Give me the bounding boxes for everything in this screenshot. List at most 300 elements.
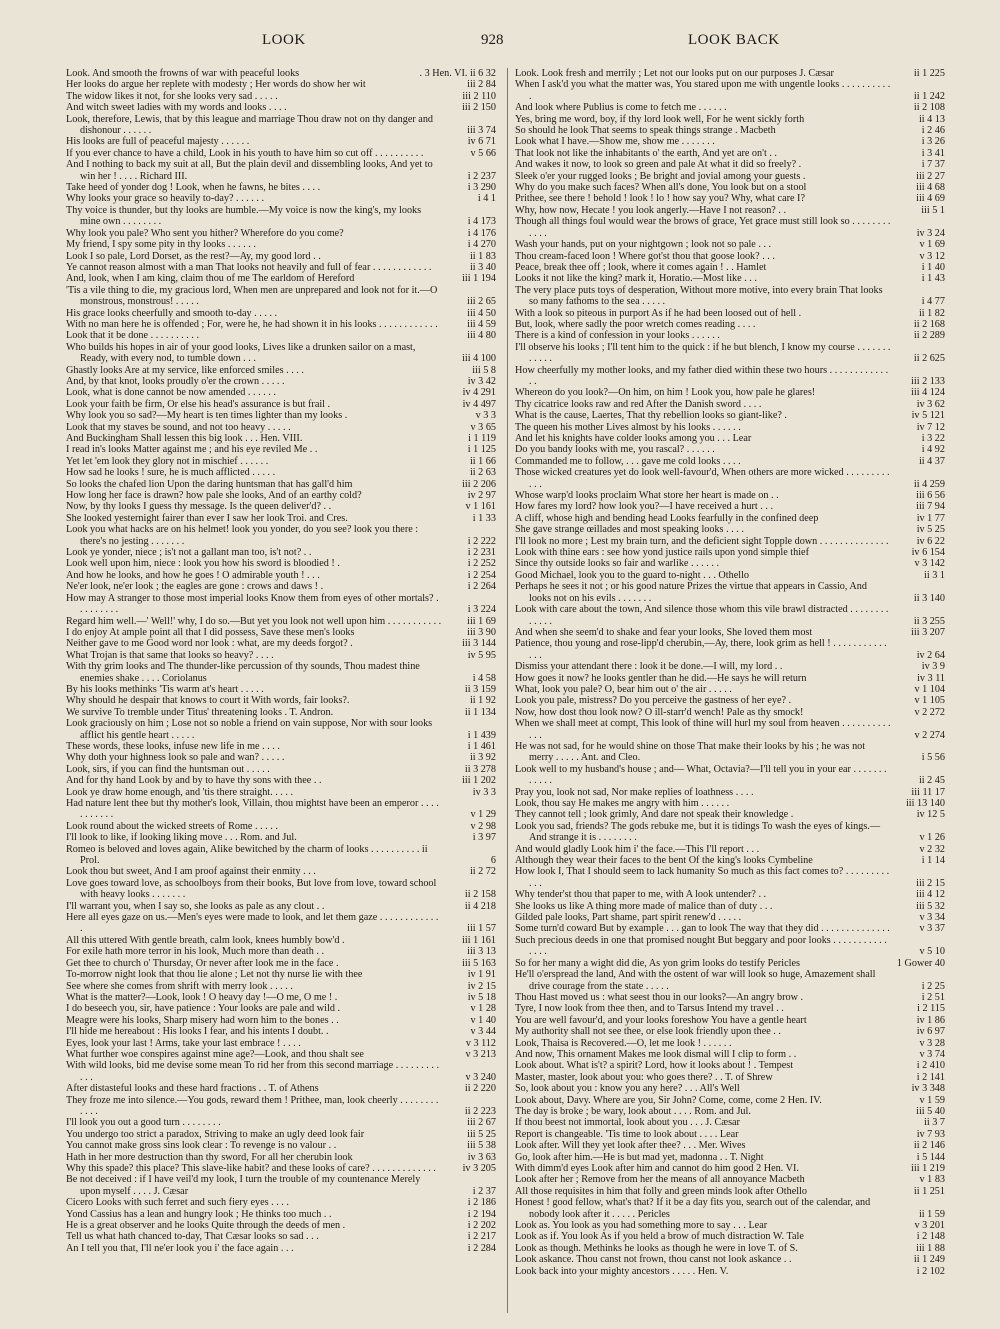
quotation-text: Take heed of yonder dog ! Look, when he fawns, he bites . . . .: [66, 182, 321, 194]
quotation-text: Who builds his hopes in air of your good looks, Lives like a drunken sailor on a mast, Ready, with every nod, to tumble down . . .: [66, 341, 416, 365]
concordance-entry: [66, 1095, 496, 1118]
quotation-text: Now, by thy looks I guess thy message. Is the queen deliver'd? . .: [66, 501, 332, 513]
reference: i 2 115: [917, 1003, 945, 1015]
concordance-entry: [66, 981, 496, 992]
reference: iv 5 18: [467, 991, 496, 1003]
reference: iv 5 95: [467, 649, 496, 661]
quotation-text: I do enjoy At ample point all that I did possess, Save these men's looks: [66, 626, 355, 638]
concordance-entry: [515, 684, 945, 695]
quotation-text: How may A stranger to those most imperial looks Know them from eyes of other mortals? . . . . . . . . .: [66, 592, 439, 616]
quotation-text: I do beseech you, sir, have patience : Your looks are pale and wild .: [66, 1003, 341, 1015]
reference: i 4 92: [921, 444, 945, 456]
reference: ii 3 7: [924, 1117, 945, 1129]
concordance-entry: [66, 741, 496, 752]
quotation-text: That look not like the inhabitants o' the earth, And yet are on't . .: [515, 147, 777, 159]
concordance-entry: [66, 581, 496, 592]
quotation-text: Yond Cassius has a lean and hungry look ; He thinks too much . .: [66, 1208, 332, 1220]
reference: i 2 222: [467, 535, 496, 547]
quotation-text: What is the matter?—Look, look ! O heavy day !—O me, O me ! .: [66, 991, 338, 1003]
concordance-entry: [66, 627, 496, 638]
concordance-entry: [515, 787, 945, 798]
quotation-text: Look I so pale, Lord Dorset, as the rest?—Ay, my good lord . .: [66, 250, 321, 262]
reference: ii 4 37: [918, 455, 945, 467]
concordance-entry: [66, 136, 496, 147]
quotation-text: Why look you pale? Who sent you hither? Wherefore do you come?: [66, 227, 344, 239]
quotation-text: Look you sad, friends? The gods rebuke me, but it is tidings To wash the eyes of kings.—And strange it is . . . . . . . .: [515, 820, 881, 844]
concordance-entry: [515, 444, 945, 455]
reference: iii 7 94: [916, 501, 945, 513]
concordance-entry: [66, 1140, 496, 1151]
reference: i 2 141: [916, 1071, 945, 1083]
right-running-head: LOOK BACK: [688, 32, 780, 48]
quotation-text: I read in's looks Matter against me ; and his eye reviled Me . .: [66, 444, 318, 456]
reference: iii 3 90: [467, 626, 496, 638]
concordance-entry: [66, 946, 496, 957]
reference: ii 2 289: [913, 330, 945, 342]
concordance-entry: [66, 479, 496, 490]
reference: ii 1 92: [469, 695, 496, 707]
quotation-text: What Trojan is that same that looks so heavy? . . . .: [66, 649, 274, 661]
reference: ii 3 140: [913, 592, 945, 604]
quotation-text: They froze me into silence.—You gods, reward them ! Prithee, man, look cheerly . . . . . . . . . . . .: [66, 1094, 439, 1117]
quotation-text: Romeo is beloved and loves again, Alike bewitched by the charm of looks . . . . . . . . . . ii Prol.: [66, 843, 428, 867]
quotation-text: Thy voice is thunder, but thy looks are humble.—My voice is now the king's, my looks mine own . . . . . . . .: [66, 204, 422, 228]
reference: iii 1 202: [462, 775, 496, 787]
reference: i 3 224: [467, 604, 496, 616]
reference: i 4 58: [472, 672, 496, 684]
quotation-text: I'll warrant you, when I say so, she looks as pale as any clout . .: [66, 900, 325, 912]
reference: v 2 274: [914, 729, 945, 741]
reference: iii 2 110: [462, 90, 496, 102]
concordance-entry: [515, 205, 945, 216]
reference: i 4 77: [921, 296, 945, 308]
quotation-text: Ye cannot reason almost with a man That looks not heavily and full of fear . . . . . . . . . . . .: [66, 261, 432, 273]
concordance-entry: [66, 1197, 496, 1208]
quotation-text: Looks it not like the king? mark it, Horatio.—Most like . . .: [515, 273, 757, 285]
reference: ii 2 63: [469, 467, 496, 479]
reference: ii 2 72: [469, 866, 496, 878]
reference: iv 2 64: [916, 649, 945, 661]
quotation-text: Good Michael, look you to the guard to-night . . . Othello: [515, 569, 749, 581]
reference: iv 7 93: [916, 1128, 945, 1140]
concordance-entry: [515, 79, 945, 102]
concordance-entry: [66, 387, 496, 398]
reference: v 1 105: [914, 695, 945, 707]
quotation-text: How look I, That I should seem to lack humanity So much as this fact comes to? . . . . . . . . . . . .: [515, 866, 890, 889]
quotation-text: He'll o'erspread the land, And with the ostent of war will look so huge, Amazement shall drive courage from the state . . . . .: [515, 969, 876, 992]
quotation-text: How fares my lord? how look you?—I have received a hurt . . .: [515, 501, 774, 513]
quotation-text: The queen his mother Lives almost by his looks . . . . . .: [515, 421, 741, 433]
quotation-text: Look after. Will they yet look after thee? . . . Mer. Wives: [515, 1140, 746, 1152]
concordance-entry: [66, 775, 496, 786]
concordance-entry: [66, 467, 496, 478]
quotation-text: Look. Look fresh and merrily ; Let not our looks put on our purposes J. Cæsar: [515, 68, 834, 79]
concordance-entry: [515, 1163, 945, 1174]
quotation-text: How cheerfully my mother looks, and my father died within these two hours . . . . . . . . . . . . . .: [515, 364, 889, 387]
concordance-entry: [515, 239, 945, 250]
quotation-text: And I nothing to back my suit at all, But the plain devil and dissembling looks, And yet to win her ! . . . . Richard III.: [66, 159, 433, 182]
quotation-text: To-morrow night look that thou lie alone ; Let not thy nurse lie with thee: [66, 969, 363, 981]
quotation-text: Those wicked creatures yet do look well-favour'd, When others are more wicked . . . . . . . . . . . .: [515, 467, 890, 490]
reference: ii 1 134: [464, 706, 496, 718]
reference: iii 2 67: [467, 1117, 496, 1129]
quotation-text: And witch sweet ladies with my words and looks . . . .: [66, 102, 287, 114]
concordance-entry: [66, 616, 496, 627]
quotation-text: Here all eyes gaze on us.—Men's eyes were made to look, and let them gaze . . . . . . . . . . . . .: [66, 912, 439, 935]
concordance-entry: [66, 1083, 496, 1094]
reference: ii 1 66: [469, 455, 496, 467]
concordance-entry: [66, 832, 496, 843]
concordance-entry: [66, 524, 496, 547]
quotation-text: And wakes it now, to look so green and pale At what it did so freely? .: [515, 159, 802, 171]
reference: i 3 41: [921, 147, 945, 159]
reference: ii 1 242: [913, 90, 945, 102]
quotation-text: His looks are full of peaceful majesty . . . . . .: [66, 136, 250, 148]
concordance-entry: [515, 456, 945, 467]
concordance-entry: [66, 1163, 496, 1174]
quotation-text: Why tender'st thou that paper to me, with A look untender? . .: [515, 889, 767, 901]
reference: ii 3 278: [464, 763, 496, 775]
quotation-text: And how he looks, and how he goes ! O admirable youth ! . . .: [66, 569, 320, 581]
reference: v 2 272: [914, 706, 945, 718]
reference: iii 3 13: [467, 946, 496, 958]
concordance-entry: [515, 718, 945, 741]
quotation-text: Do you bandy looks with me, you rascal? . . . . . .: [515, 444, 715, 456]
quotation-text: Had nature lent thee but thy mother's look, Villain, thou mightst have been an emperor . . . . . . . . . . .: [66, 798, 439, 821]
concordance-entry: [515, 1060, 945, 1071]
reference: ii 2 625: [913, 353, 945, 365]
reference: v 3 240: [465, 1071, 496, 1083]
concordance-entry: [515, 764, 945, 787]
reference: iv 3 348: [911, 1083, 945, 1095]
reference: i 4 270: [467, 239, 496, 251]
concordance-entry: [515, 923, 945, 934]
reference: i 2 252: [467, 558, 496, 570]
concordance-entry: [66, 935, 496, 946]
concordance-entry: [66, 114, 496, 137]
right-column: [515, 68, 945, 1277]
quotation-text: Though all things foul would wear the brows of grace, Yet grace must still look so . . . . . . . . . . . .: [515, 216, 891, 239]
concordance-entry: [515, 125, 945, 136]
quotation-text: Look well to my husband's house ; and— What, Octavia?—I'll tell you in your ear . . . . . . . . . . . .: [515, 763, 887, 787]
reference: i 5 144: [916, 1151, 945, 1163]
reference: ii 1 59: [918, 1208, 945, 1220]
concordance-entry: [66, 1015, 496, 1026]
reference: iii 2 65: [467, 296, 496, 308]
concordance-entry: [66, 1117, 496, 1128]
quotation-text: He was not sad, for he would shine on those That make their looks by his ; he was not merry . . . . . Ant. and Cleo.: [515, 740, 866, 764]
reference: i 1 461: [467, 740, 496, 752]
concordance-entry: [66, 570, 496, 581]
quotation-text: Go, look after him.—He is but mad yet, madonna . . T. Night: [515, 1151, 764, 1163]
concordance-entry: [66, 239, 496, 250]
quotation-text: Why should he despair that knows to court it With words, fair looks?.: [66, 695, 350, 707]
reference: v 1 104: [914, 683, 945, 695]
quotation-text: I'll observe his looks ; I'll tent him to the quick : if he but blench, I know my course . . . . . . . . . . . .: [515, 341, 891, 365]
quotation-text: Look thou but sweet, And I am proof against their enmity . . .: [66, 866, 316, 878]
concordance-entry: [66, 821, 496, 832]
quotation-text: I'll look you out a good turn . . . . . . . .: [66, 1117, 221, 1129]
quotation-text: Look, what is done cannot be now amended . . . . . .: [66, 387, 276, 399]
concordance-entry: [66, 490, 496, 501]
quotation-text: Why do you make such faces? When all's done, You look but on a stool: [515, 182, 807, 194]
concordance-entry: [515, 193, 945, 204]
reference: i 7 37: [921, 159, 945, 171]
concordance-entry: [515, 935, 945, 958]
concordance-entry: [515, 399, 945, 410]
concordance-entry: [66, 456, 496, 467]
reference: ii 3 40: [469, 261, 496, 273]
reference: v 5 66: [470, 147, 496, 159]
reference: iv 4 497: [462, 398, 496, 410]
reference: i 2 186: [467, 1197, 496, 1209]
concordance-entry: [515, 68, 945, 79]
reference: v 3 65: [470, 421, 496, 433]
reference: . 3 Hen. VI. ii 6 32: [419, 68, 496, 79]
quotation-text: Thou cream-faced loon ! Where got'st thou that goose look? . . .: [515, 250, 775, 262]
concordance-entry: [66, 102, 496, 113]
concordance-entry: [515, 273, 945, 284]
reference: v 1 83: [919, 1174, 945, 1186]
concordance-entry: [515, 1254, 945, 1265]
concordance-entry: [515, 342, 945, 365]
reference: ii 1 83: [469, 250, 496, 262]
concordance-entry: [515, 741, 945, 764]
quotation-text: Meagre were his looks, Sharp misery had worn him to the bones . .: [66, 1014, 339, 1026]
reference: iv 6 22: [916, 535, 945, 547]
concordance-entry: [515, 1049, 945, 1060]
quotation-text: Look, therefore, Lewis, that by this league and marriage Thou draw not on thy danger and dishonour . . . . . .: [66, 113, 434, 137]
reference: iii 5 38: [467, 1140, 496, 1152]
concordance-entry: [515, 1129, 945, 1140]
concordance-entry: [66, 901, 496, 912]
concordance-entry: [515, 581, 945, 604]
quotation-text: Since thy outside looks so fair and warlike . . . . . .: [515, 558, 719, 570]
concordance-entry: [515, 1140, 945, 1151]
reference: i 2 37: [472, 1185, 496, 1197]
quotation-text: The widow likes it not, for she looks very sad . . . . .: [66, 90, 278, 102]
concordance-entry: [66, 91, 496, 102]
reference: i 2 284: [467, 1242, 496, 1254]
reference: i 2 51: [921, 991, 945, 1003]
reference: iii 5 1: [921, 204, 945, 216]
quotation-text: So, look about you : know you any here? . . . All's Well: [515, 1083, 740, 1095]
reference: v 1 29: [470, 809, 496, 821]
concordance-entry: [66, 787, 496, 798]
concordance-entry: [66, 1129, 496, 1140]
quotation-text: I'll hide me hereabout : His looks I fear, and his intents I doubt. .: [66, 1026, 329, 1038]
concordance-entry: [66, 1026, 496, 1037]
concordance-entry: [515, 262, 945, 273]
quotation-text: Look you what hacks are on his helmet! look you yonder, do you see? look you there : there's no jesting . . . . . . .: [66, 524, 419, 547]
quotation-text: Yet let 'em look they glory not in mischief . . . . . .: [66, 455, 269, 467]
quotation-text: Why this spade? this place? This slave-like habit? and these looks of care? . . . . . . . . . . . . .: [66, 1163, 436, 1174]
quotation-text: And, look, when I am king, claim thou of me The earldom of Hereford: [66, 273, 355, 285]
reference: iii 3 144: [462, 638, 496, 650]
quotation-text: By his looks methinks 'Tis warm at's heart . . . . .: [66, 683, 264, 695]
reference: iii 4 100: [462, 353, 496, 365]
reference: 1 Gower 40: [896, 957, 945, 969]
concordance-entry: [515, 1266, 945, 1277]
reference: v 3 3: [475, 410, 496, 422]
concordance-entry: [66, 661, 496, 684]
reference: i 2 264: [467, 581, 496, 593]
reference: iii 5 25: [467, 1128, 496, 1140]
quotation-text: Look with care about the town, And silence those whom this vile brawl distracted . . . . . . . . . . . . .: [515, 604, 889, 627]
quotation-text: What further woe conspires against mine age?—Look, and thou shalt see: [66, 1048, 364, 1060]
reference: i 2 217: [467, 1231, 496, 1243]
reference: i 2 254: [467, 569, 496, 581]
reference: iv 3 205: [462, 1163, 496, 1174]
reference: ii 3 159: [464, 683, 496, 695]
quotation-text: Look well upon him, niece : look you how his sword is bloodied ! .: [66, 558, 340, 570]
concordance-entry: [66, 1174, 496, 1197]
quotation-text: How goes it now? he looks gentler than he did.—He says he will return: [515, 672, 807, 684]
concordance-entry: [515, 1072, 945, 1083]
concordance-entry: [66, 319, 496, 330]
quotation-text: Yes, bring me word, boy, if thy lord look well, For he went sickly forth: [515, 113, 805, 125]
concordance-entry: [515, 1243, 945, 1254]
concordance-entry: [515, 330, 945, 341]
quotation-text: Ghastly looks Are at my service, like enforced smiles . . . .: [66, 364, 304, 376]
concordance-entry: [515, 1117, 945, 1128]
reference: v 1 28: [470, 1003, 496, 1015]
quotation-text: Look ye draw home enough, and 'tis there straight. . . . .: [66, 786, 294, 798]
concordance-entry: [515, 467, 945, 490]
quotation-text: My friend, I spy some pity in thy looks . . . . . .: [66, 239, 256, 251]
concordance-entry: [66, 273, 496, 284]
reference: iii 1 57: [467, 923, 496, 935]
concordance-entry: [515, 889, 945, 900]
concordance-entry: [515, 308, 945, 319]
reference: 6: [490, 855, 496, 867]
concordance-entry: [515, 992, 945, 1003]
reference: iv 4 291: [462, 387, 496, 399]
concordance-entry: [515, 1220, 945, 1231]
reference: v 3 12: [919, 250, 945, 262]
concordance-entry: [515, 136, 945, 147]
quotation-text: Look that it be done . . . . . . . . . .: [66, 330, 199, 342]
quotation-text: Wash your hands, put on your nightgown ; look not so pale . . .: [515, 239, 772, 251]
reference: i 3 22: [921, 433, 945, 444]
quotation-text: Look as if. You look As if you held a brow of much distraction W. Tale: [515, 1231, 804, 1243]
reference: i 2 231: [467, 547, 496, 559]
quotation-text: Commanded me to follow, . . . gave me cold looks . . . .: [515, 455, 741, 467]
quotation-text: Report is changeable. 'Tis time to look about . . . . Lear: [515, 1128, 739, 1140]
quotation-text: Eyes, look your last ! Arms, take your last embrace ! . . . .: [66, 1037, 301, 1049]
quotation-text: Look. And smooth the frowns of war with peaceful looks: [66, 68, 300, 79]
concordance-entry: [515, 1174, 945, 1185]
concordance-entry: [515, 570, 945, 581]
quotation-text: Master, master, look about you: who goes there? . . T. of Shrew: [515, 1071, 773, 1083]
quotation-text: You undergo too strict a paradox, Striving to make an ugly deed look fair: [66, 1128, 365, 1140]
concordance-entry: [66, 251, 496, 262]
reference: iii 6 56: [916, 490, 945, 502]
left-running-head: LOOK: [262, 32, 306, 48]
reference: i 1 119: [468, 433, 496, 444]
reference: i 1 439: [467, 729, 496, 741]
concordance-entry: [515, 1038, 945, 1049]
concordance-entry: [515, 821, 945, 844]
quotation-text: Be not deceived : if I have veil'd my look, I turn the trouble of my countenance Merely upon myself . . . . J. Cæsar: [66, 1174, 421, 1197]
page-number: 928: [481, 32, 504, 48]
quotation-text: Hath in her more destruction than thy sword, For all her cherubin look: [66, 1151, 353, 1163]
concordance-entry: [66, 707, 496, 718]
reference: iii 4 12: [916, 889, 945, 901]
reference: i 4 173: [467, 216, 496, 228]
quotation-text: Perhaps he sees it not ; or his good nature Prizes the virtue that appears in Cassio, And looks not on his evils . . . . . . .: [515, 581, 867, 604]
quotation-text: Sleek o'er your rugged looks ; Be bright and jovial among your guests .: [515, 170, 806, 182]
concordance-entry: [515, 1152, 945, 1163]
concordance-entry: [515, 433, 945, 444]
concordance-entry: [515, 410, 945, 421]
quotation-text: Ne'er look, ne'er look ; the eagles are gone : crows and daws ! .: [66, 581, 324, 593]
quotation-text: She gave strange œillades and most speaking looks . . . .: [515, 524, 744, 536]
reference: i 2 194: [467, 1208, 496, 1220]
concordance-entry: [66, 148, 496, 159]
concordance-entry: [515, 216, 945, 239]
reference: i 2 202: [467, 1220, 496, 1232]
quotation-text: Look you pale, mistress? Do you perceive the gastness of her eye? .: [515, 695, 792, 707]
reference: iii 1 88: [916, 1242, 945, 1254]
quotation-text: Thou Hast moved us : what seest thou in our looks?—An angry brow .: [515, 991, 804, 1003]
reference: iii 1 194: [462, 273, 496, 285]
quotation-text: The day is broke ; be wary, look about . . . . Rom. and Jul.: [515, 1105, 751, 1117]
reference: iii 4 50: [467, 307, 496, 319]
concordance-entry: [515, 102, 945, 113]
concordance-entry: [66, 433, 496, 444]
reference: iv 5 121: [911, 410, 945, 422]
concordance-entry: [66, 764, 496, 775]
quotation-text: What, look you pale? O, bear him out o' the air . . . . .: [515, 683, 732, 695]
concordance-entry: [66, 958, 496, 969]
column-divider: [507, 68, 508, 1313]
quotation-text: Regard him well.—' Well!' why, I do so.—But yet you look not well upon him . . . . . . . . . . .: [66, 615, 442, 627]
quotation-text: My authority shall not see thee, or else look friendly upon thee . .: [515, 1026, 781, 1038]
concordance-entry: [515, 638, 945, 661]
quotation-text: Look what I have.—Show me, show me . . . . . . .: [515, 136, 715, 148]
reference: v 3 37: [919, 923, 945, 935]
quotation-text: Look about. What is't? a spirit? Lord, how it looks about ! . Tempest: [515, 1060, 794, 1072]
concordance-entry: [515, 501, 945, 512]
concordance-entry: [515, 855, 945, 866]
reference: v 3 74: [919, 1048, 945, 1060]
concordance-entry: [66, 969, 496, 980]
concordance-entry: [515, 513, 945, 524]
concordance-entry: [66, 399, 496, 410]
quotation-text: Whose warp'd looks proclaim What store her heart is made on . .: [515, 490, 779, 502]
reference: iii 11 17: [911, 786, 945, 798]
reference: iv 3 24: [916, 227, 945, 239]
reference: ii 2 158: [464, 889, 496, 901]
quotation-text: Look that my staves be sound, and not too heavy . . . . .: [66, 421, 291, 433]
quotation-text: Tyre, I now look from thee then, and to Tarsus Intend my travel . .: [515, 1003, 784, 1015]
concordance-entry: [515, 901, 945, 912]
concordance-entry: [515, 524, 945, 535]
quotation-text: His grace looks cheerfully and smooth to-day . . . . .: [66, 307, 278, 319]
concordance-entry: [66, 1220, 496, 1231]
concordance-entry: [515, 558, 945, 569]
reference: ii 1 82: [918, 307, 945, 319]
quotation-text: How sad he looks ! sure, he is much afflicted . . . . .: [66, 467, 276, 479]
concordance-entry: [66, 501, 496, 512]
quotation-text: Look about, Davy. Where are you, Sir John? Come, come, come 2 Hen. IV.: [515, 1094, 822, 1106]
reference: ii 3 255: [913, 615, 945, 627]
quotation-text: Her looks do argue her replete with modesty ; Her words do show her wit: [66, 79, 366, 91]
concordance-entry: [66, 1060, 496, 1083]
concordance-entry: [515, 490, 945, 501]
left-column: [66, 68, 496, 1254]
